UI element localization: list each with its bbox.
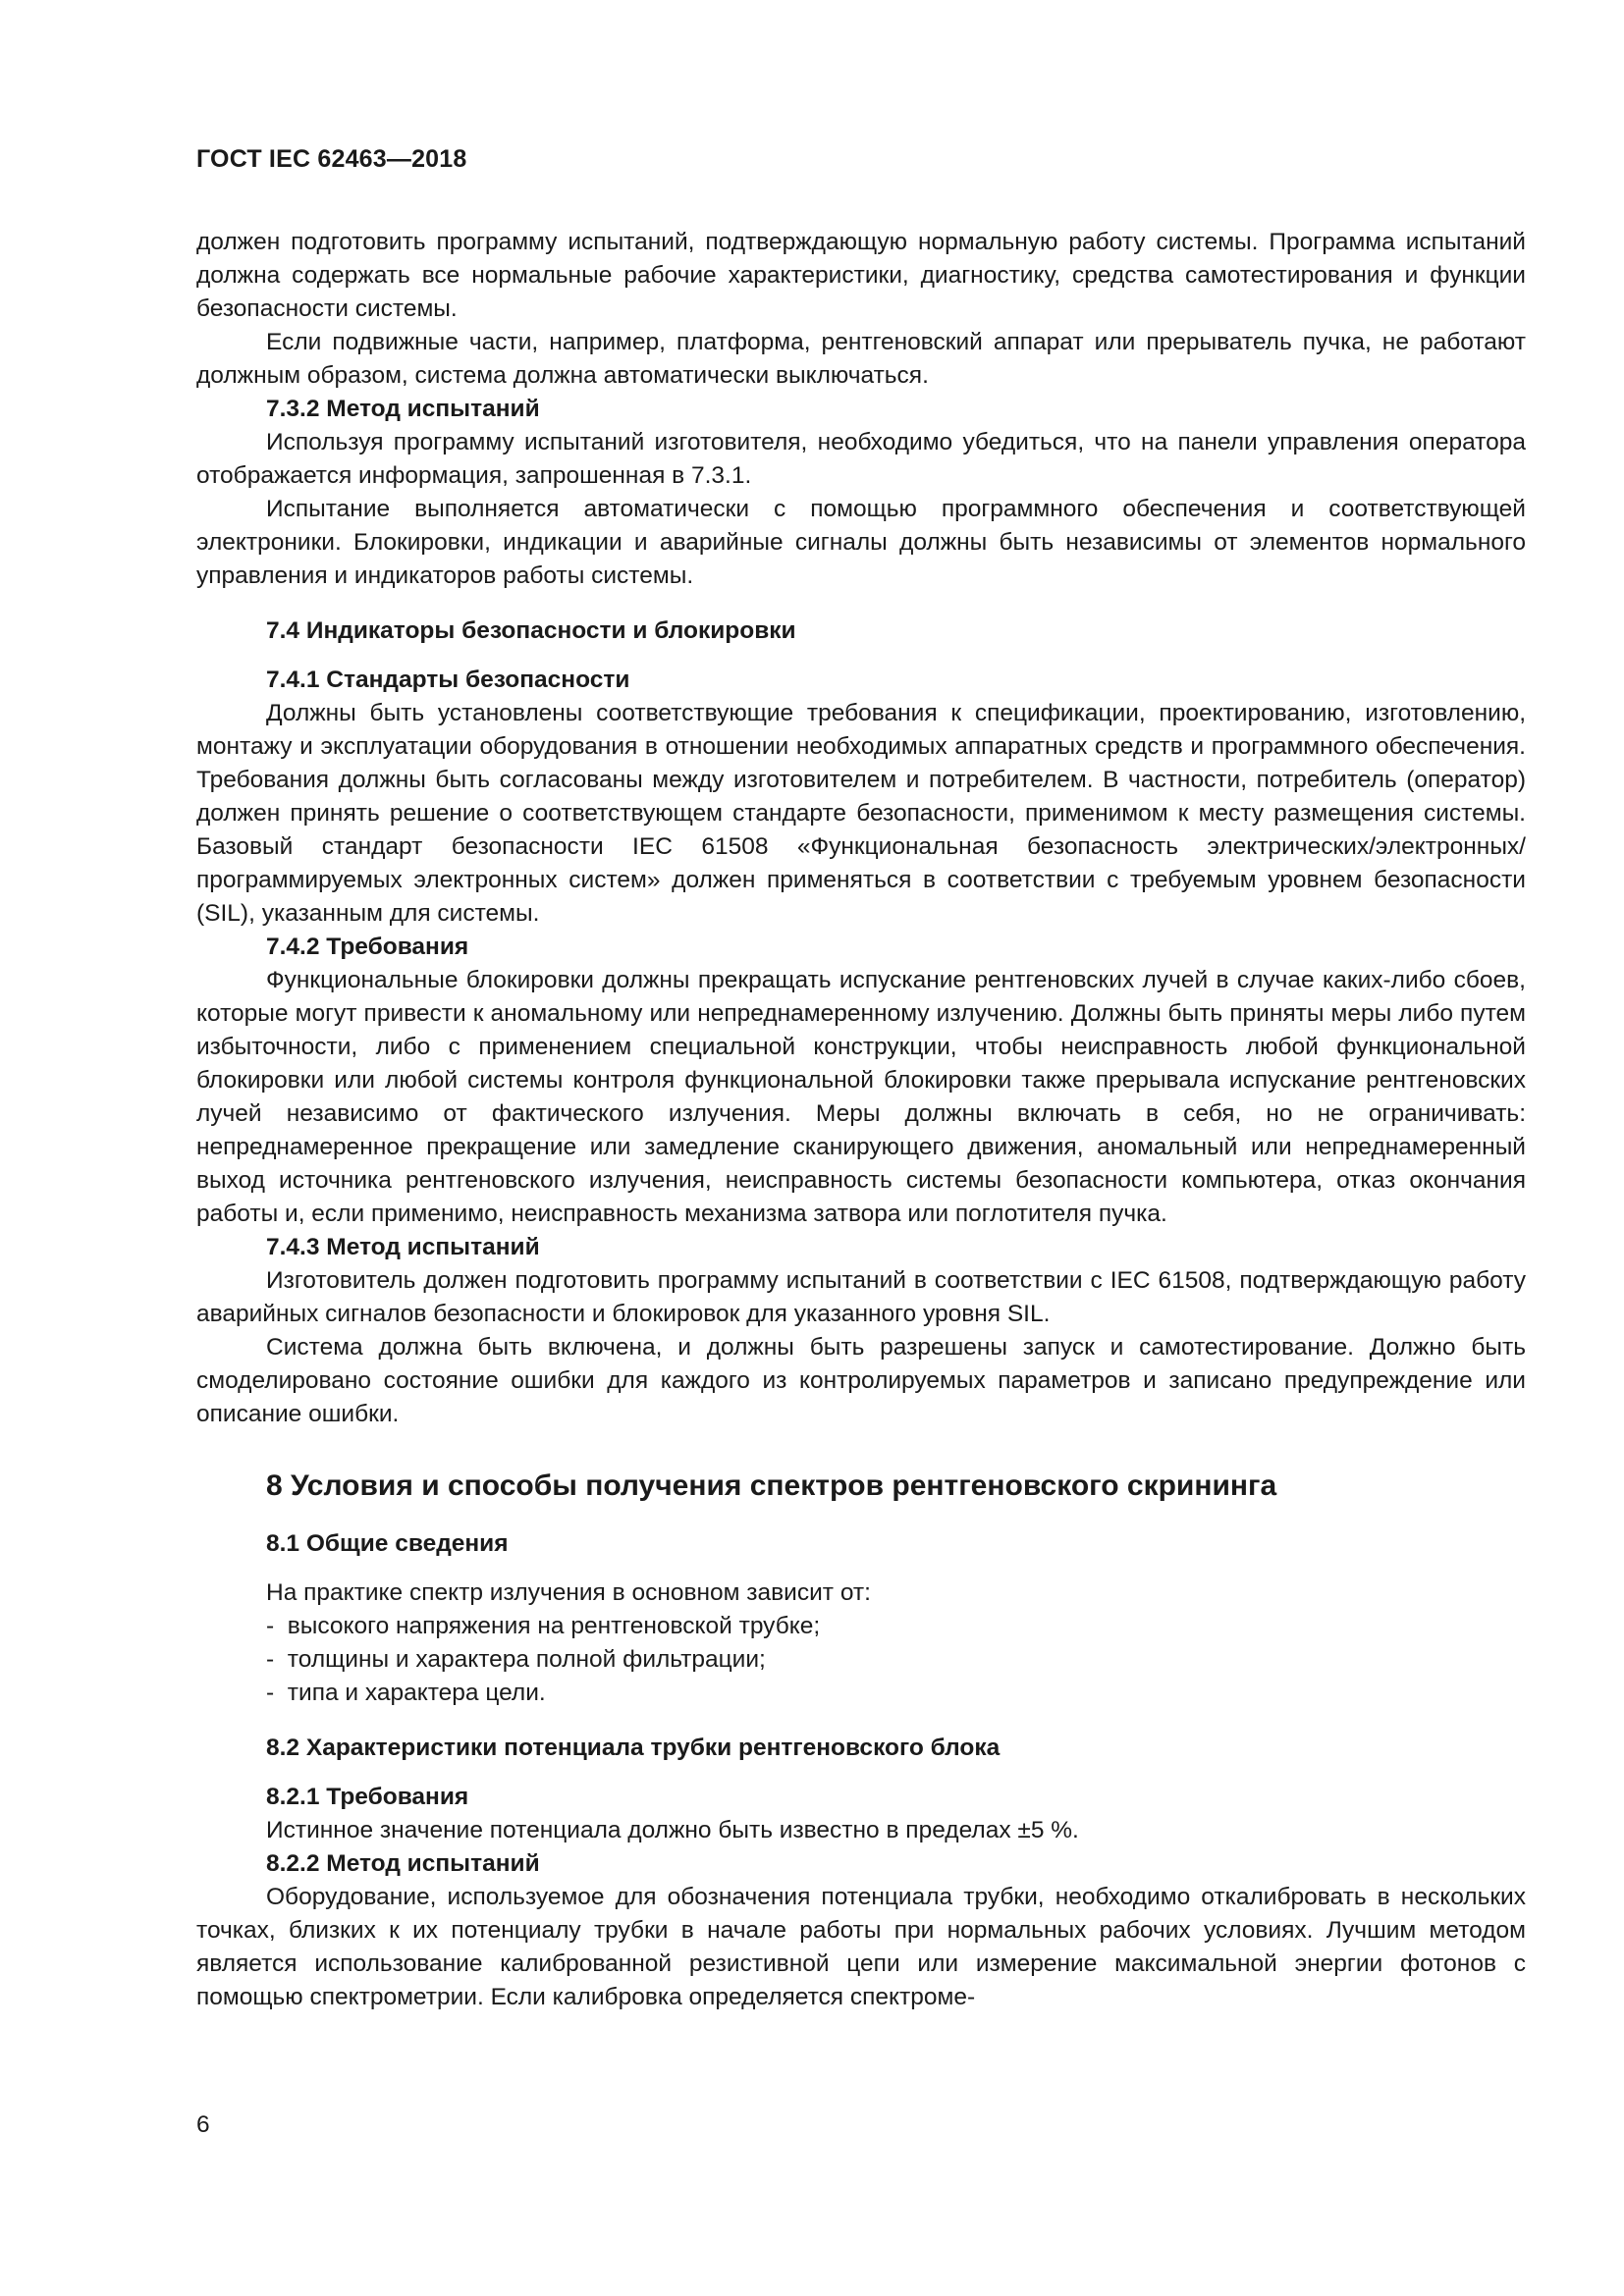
document-body — [196, 226, 1526, 2014]
section-heading-7-4: 7.4 Индикаторы безопасности и блокировки — [266, 617, 796, 644]
paragraph: Если подвижные части, например, платформа, рентгеновский аппарат или прерыватель пучка, не работают должным образом, система должна автоматически выключаться. — [196, 329, 1526, 389]
paragraph: Испытание выполняется автоматически с помощью программного обеспечения и соответствующей электроники. Блокировки, индикации и аварийные сигналы должны быть независимы от элементов нормального управления и индикаторов работы системы. — [196, 496, 1526, 589]
list-item: - типа и характера цели. — [266, 1677, 1526, 1710]
list-item: - высокого напряжения на рентгеновской трубке; — [266, 1610, 1526, 1643]
section-heading-8-2: 8.2 Характеристики потенциала трубки рентгеновского блока — [266, 1735, 1001, 1761]
paragraph: Оборудование, используемое для обозначения потенциала трубки, необходимо откалибровать в нескольких точках, близких к их потенциалу трубки в начале работы при нормальных рабочих условиях. Лучшим методом является использование калиброванной резистивной цепи или измерение максимальной энергии фотонов с помощью спектрометрии. Если калибровка определяется спектроме- — [196, 1884, 1526, 2010]
paragraph: Должны быть установлены соответствующие требования к спецификации, проектированию, изготовлению, монтажу и эксплуатации оборудования в отношении необходимых аппаратных средств и программного обеспечения. Требования должны быть согласованы между изготовителем и потребителем. В частности, потребитель (оператор) должен принять решение о соответствующем стандарте безопасности, применимом к месту размещения системы. Базовый стандарт безопасности IEC 61508 «Функциональная безопасность электрических/электронных/программируемых электронных систем» должен применяться в соответствии с требуемым уровнем безопасности (SIL), указанным для системы. — [196, 700, 1526, 927]
paragraph: Истинное значение потенциала должно быть известно в пределах ±5 %. — [266, 1817, 1079, 1843]
paragraph: Функциональные блокировки должны прекращать испускание рентгеновских лучей в случае каких-либо сбоев, которые могут привести к аномальному или непреднамеренному излучению. Должны быть приняты меры либо путем избыточности, либо с применением специальной конструкции, чтобы неисправность любой функциональной блокировки или любой системы контроля функциональной блокировки также прерывала испускание рентгеновских лучей независимо от фактического излучения. Меры должны включать в себя, но не ограничивать: непреднамеренное прекращение или замедление сканирующего движения, аномальный или непреднамеренный выход источника рентгеновского излучения, неисправность системы безопасности компьютера, отказ окончания работы и, если применимо, неисправность механизма затвора или поглотителя пучка. — [196, 967, 1526, 1227]
section-heading-8-1: 8.1 Общие сведения — [266, 1530, 509, 1557]
subsection-heading-7-4-3: 7.4.3 Метод испытаний — [266, 1234, 540, 1260]
chapter-heading-8: 8 Условия и способы получения спектров рентгеновского скрининга — [266, 1469, 1277, 1502]
paragraph: Используя программу испытаний изготовителя, необходимо убедиться, что на панели управления оператора отображается информация, запрошенная в 7.3.1. — [196, 429, 1526, 489]
subsection-heading-8-2-2: 8.2.2 Метод испытаний — [266, 1850, 540, 1877]
paragraph: На практике спектр излучения в основном зависит от: — [266, 1579, 871, 1606]
paragraph: Изготовитель должен подготовить программу испытаний в соответствии с IEC 61508, подтверждающую работу аварийных сигналов безопасности и блокировок для указанного уровня SIL. — [196, 1267, 1526, 1327]
page-number: 6 — [196, 2111, 210, 2138]
document-page — [196, 0, 1526, 2296]
paragraph: Система должна быть включена, и должны быть разрешены запуск и самотестирование. Должно быть смоделировано состояние ошибки для каждого из контролируемых параметров и записано предупреждение или описание ошибки. — [196, 1334, 1526, 1427]
subsection-heading-8-2-1: 8.2.1 Требования — [266, 1784, 469, 1810]
subsection-heading-7-3-2: 7.3.2 Метод испытаний — [266, 396, 540, 422]
subsection-heading-7-4-1: 7.4.1 Стандарты безопасности — [266, 667, 630, 693]
paragraph: должен подготовить программу испытаний, подтверждающую нормальную работу системы. Программа испытаний должна содержать все нормальные рабочие характеристики, диагностику, средства самотестирования и функции безопасности системы. — [196, 229, 1526, 322]
document-header: ГОСТ IEC 62463—2018 — [196, 145, 467, 173]
list-item: - толщины и характера полной фильтрации; — [266, 1643, 1526, 1677]
dash-list — [196, 1610, 1526, 1710]
subsection-heading-7-4-2: 7.4.2 Требования — [266, 934, 469, 960]
